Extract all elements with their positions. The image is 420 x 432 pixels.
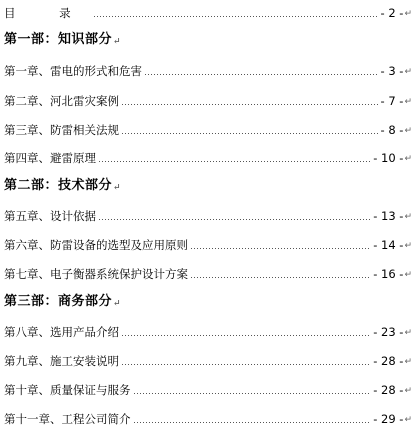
paragraph-mark-icon: ↵ — [404, 328, 412, 338]
toc-entry[interactable] — [4, 263, 412, 281]
toc-entry[interactable] — [4, 60, 412, 78]
toc-entry[interactable] — [4, 90, 412, 108]
dot-leader — [122, 335, 371, 336]
part-title: 第二部：技术部分 — [4, 178, 113, 193]
toc-entry[interactable] — [4, 147, 412, 165]
paragraph-mark-icon: ↵ — [113, 183, 122, 193]
page-number: - 23 - — [373, 325, 404, 339]
dot-leader — [134, 393, 372, 394]
toc-heading-row — [4, 2, 412, 20]
paragraph-mark-icon: ↵ — [404, 154, 412, 164]
chapter-title: 第四章、避雷原理 — [4, 151, 96, 165]
paragraph-mark-icon: ↵ — [404, 415, 412, 425]
part-heading — [4, 28, 121, 48]
paragraph-mark-icon: ↵ — [404, 270, 412, 280]
paragraph-mark-icon: ↵ — [404, 212, 412, 222]
part-heading — [4, 290, 121, 310]
toc-entry[interactable] — [4, 321, 412, 339]
dot-leader — [122, 133, 379, 134]
paragraph-mark-icon: ↵ — [113, 299, 122, 309]
paragraph-mark-icon: ↵ — [404, 126, 412, 136]
page-number: - 28 - — [373, 383, 404, 397]
page-number: - 8 - — [380, 123, 404, 137]
paragraph-mark-icon: ↵ — [404, 241, 412, 251]
chapter-title: 第九章、施工安装说明 — [4, 354, 119, 368]
part-heading — [4, 174, 121, 194]
chapter-title: 第三章、防雷相关法规 — [4, 123, 119, 137]
paragraph-mark-icon: ↵ — [404, 386, 412, 396]
dot-leader — [145, 74, 379, 75]
chapter-title: 第八章、选用产品介绍 — [4, 325, 119, 339]
page-number: - 16 - — [373, 267, 404, 281]
dot-leader — [122, 104, 379, 105]
chapter-title: 第十一章、工程公司简介 — [4, 412, 131, 426]
dot-leader — [94, 16, 379, 17]
page-number: - 14 - — [373, 238, 404, 252]
chapter-title: 第十章、质量保证与服务 — [4, 383, 131, 397]
page-number: - 13 - — [373, 209, 404, 223]
chapter-title: 第五章、设计依据 — [4, 209, 96, 223]
paragraph-mark-icon: ↵ — [404, 357, 412, 367]
paragraph-mark-icon: ↵ — [404, 97, 412, 107]
dot-leader — [134, 422, 372, 423]
toc-entry[interactable] — [4, 350, 412, 368]
dot-leader — [191, 248, 371, 249]
page-number: - 29 - — [373, 412, 404, 426]
toc-heading: 目 录 — [4, 6, 91, 20]
toc-entry[interactable] — [4, 379, 412, 397]
toc-entry[interactable] — [4, 408, 412, 426]
dot-leader — [191, 277, 371, 278]
chapter-title: 第七章、电子衡器系统保护设计方案 — [4, 267, 188, 281]
chapter-title: 第一章、雷电的形式和危害 — [4, 64, 142, 78]
paragraph-mark-icon: ↵ — [113, 37, 122, 47]
dot-leader — [99, 161, 371, 162]
part-title: 第一部：知识部分 — [4, 32, 113, 47]
page-number: - 28 - — [373, 354, 404, 368]
paragraph-mark-icon: ↵ — [404, 67, 412, 77]
page-number: - 10 - — [373, 151, 404, 165]
paragraph-mark-icon: ↵ — [404, 9, 412, 19]
page-number: - 2 - — [380, 6, 404, 20]
chapter-title: 第二章、河北雷灾案例 — [4, 94, 119, 108]
toc-entry[interactable] — [4, 119, 412, 137]
toc-entry[interactable] — [4, 205, 412, 223]
page-number: - 7 - — [380, 94, 404, 108]
toc-entry[interactable] — [4, 234, 412, 252]
page-number: - 3 - — [380, 64, 404, 78]
chapter-title: 第六章、防雷设备的选型及应用原则 — [4, 238, 188, 252]
dot-leader — [122, 364, 371, 365]
dot-leader — [99, 219, 371, 220]
part-title: 第三部：商务部分 — [4, 294, 113, 309]
